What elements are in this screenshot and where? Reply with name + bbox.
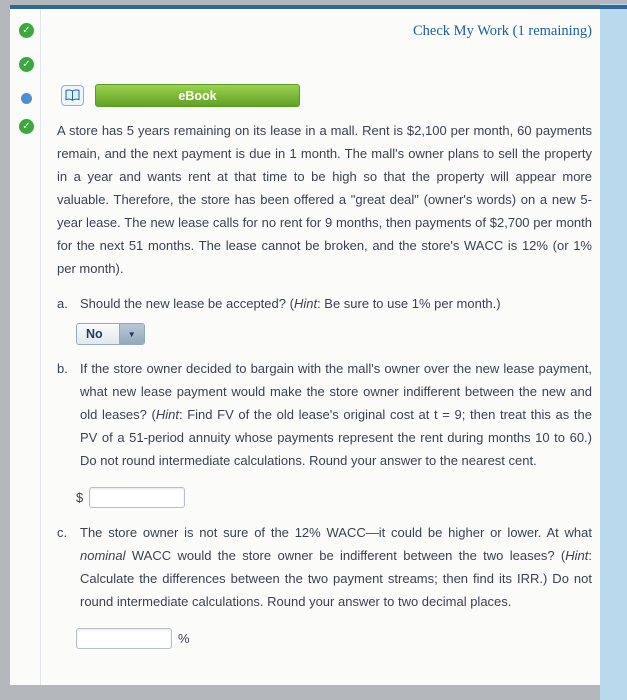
part-c-text-3: : Calculate the differences between the two payment streams; then find its IRR.) Do not round intermediate calculations. Round your answer to two decimal places. [80, 548, 592, 609]
part-c-label: c. [57, 525, 68, 540]
part-b-text-before: If the store owner decided to bargain with the mall's owner over the new lease payment, what new lease payment would make the store owner indifferent between the new and old leases? ( [80, 361, 592, 422]
ebook-button[interactable]: eBook [95, 84, 300, 107]
current-question-icon[interactable] [21, 93, 32, 104]
open-book-icon [65, 89, 80, 102]
answer-a-dropdown[interactable] [76, 323, 145, 345]
part-a-answer-row [76, 323, 592, 345]
part-c-answer-row [76, 627, 592, 650]
question-complete-icon[interactable]: ✓ [19, 23, 34, 38]
answer-b-input[interactable] [89, 487, 185, 508]
answer-a-selected-value: No [77, 324, 119, 344]
part-b-question-text [80, 357, 592, 472]
part-a-question-text [80, 292, 592, 315]
part-a-hint-word: Hint [293, 296, 318, 311]
chevron-down-icon[interactable]: ▼ [119, 324, 144, 344]
ebook-book-icon[interactable] [61, 85, 84, 106]
part-c-hint-word: Hint [565, 548, 589, 563]
check-my-work-link[interactable]: Check My Work (1 remaining) [413, 23, 592, 39]
question-complete-icon[interactable]: ✓ [19, 119, 34, 134]
part-c-nominal-word: nominal [80, 548, 126, 563]
ebook-toolbar [57, 84, 592, 107]
part-b-hint-word: Hint [155, 407, 179, 422]
part-b-label: b. [57, 361, 68, 376]
question-status-rail [10, 9, 41, 685]
part-a-text-before: Should the new lease be accepted? ( [80, 296, 294, 311]
percent-sign-label: % [178, 631, 190, 646]
part-c-text-2: WACC would the store owner be indifferent between the two leases? ( [125, 548, 566, 563]
part-b-text-after: : Find FV of the old lease's original cost at t = 9; then treat this as the PV of a 51-period annuity whose payments represent the rent during months 10 to 60.) Do not round intermediate calculations. Round your answer to the nearest cent. [80, 407, 592, 468]
part-c-question-text [80, 521, 592, 613]
part-a-label: a. [57, 296, 68, 311]
part-c [57, 521, 592, 650]
problem-text: A store has 5 years remaining on its lease in a mall. Rent is $2,100 per month, 60 payments remain, and the next payment is due in 1 month. The mall's owner plans to sell the property in a year and wants rent at that time to be high so that the property will appear more valuable. Therefore, the store has been offered a "great deal" (owner's words) on a new 5-year lease. The new lease calls for no rent for 9 months, then payments of $2,700 per month for the next 51 months. The lease cannot be broken, and the store's WACC is 12% (or 1% per month). [57, 123, 592, 276]
dollar-sign-label: $ [76, 490, 84, 505]
part-a-text-after: : Be sure to use 1% per month.) [317, 296, 501, 311]
assignment-panel [10, 9, 600, 685]
part-b [57, 357, 592, 509]
part-b-answer-row [76, 486, 592, 509]
answer-c-input[interactable] [76, 628, 172, 649]
question-complete-icon[interactable]: ✓ [19, 57, 34, 72]
page-right-margin [600, 4, 627, 700]
question-content [42, 9, 600, 685]
part-c-text-1: The store owner is not sure of the 12% WACC—it could be higher or lower. At what [80, 525, 592, 540]
part-a [57, 292, 592, 345]
